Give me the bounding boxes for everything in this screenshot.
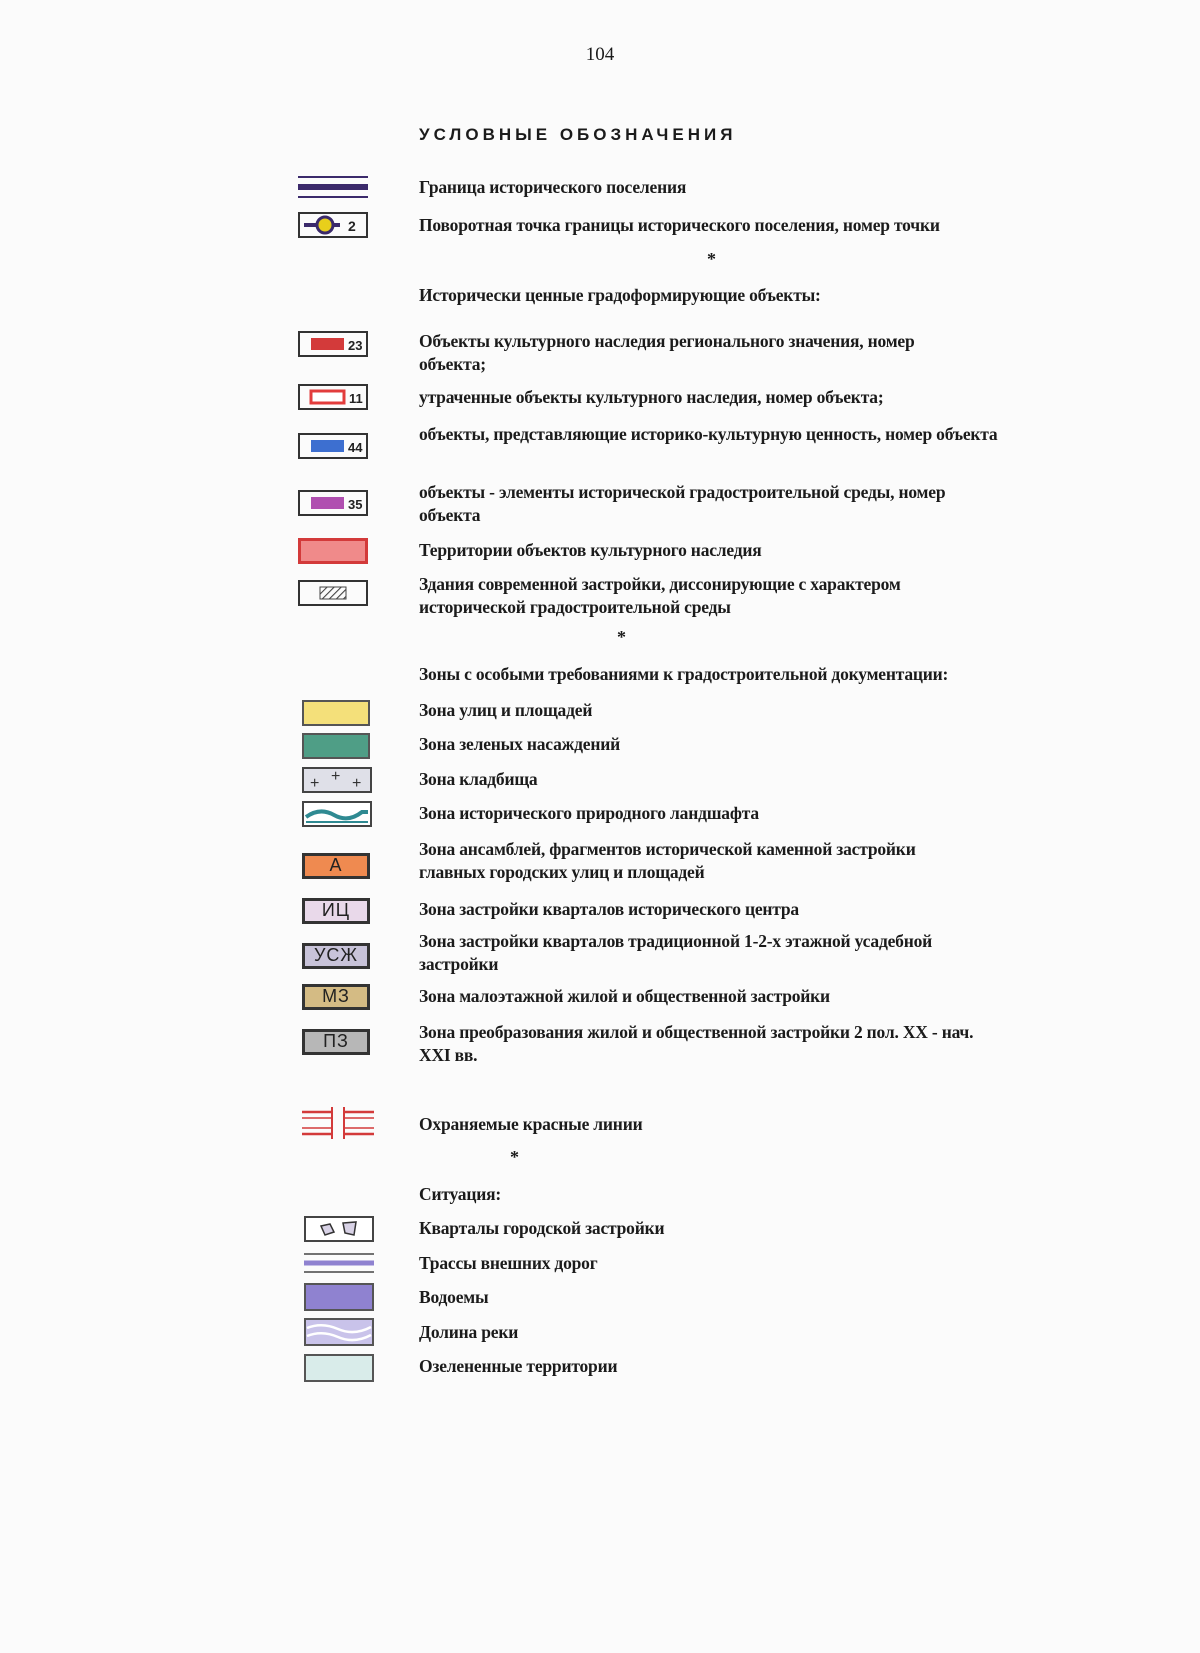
legend-water-bodies: Водоемы: [419, 1287, 489, 1307]
external-roads-icon: [304, 1252, 374, 1274]
water-bodies-swatch: [304, 1283, 374, 1311]
zone-cemetery-icon: [302, 767, 372, 793]
legend-zone-estate: Зона застройки кварталов традиционной 1-2-х этажной усадебной застройки: [419, 931, 933, 974]
regional-object-number: 23: [348, 338, 363, 353]
legend-heritage-territory: Территории объектов культурного наследия: [419, 540, 762, 560]
legend-boundary: Граница исторического поселения: [419, 177, 687, 197]
legend-city-blocks: Кварталы городской застройки: [419, 1218, 665, 1238]
separator-star: *: [617, 627, 626, 647]
legend-zone-landscape: Зона исторического природного ландшафта: [419, 803, 759, 823]
zone-green-swatch: [302, 733, 370, 759]
valuable-objects-heading: Исторически ценные градоформирующие объекты:: [419, 285, 821, 305]
zone-streets-swatch: [302, 700, 370, 726]
legend-zone-green: Зона зеленых насаждений: [419, 734, 620, 754]
regional-object-icon: [298, 331, 368, 357]
zone-ensembles-code: А: [302, 853, 370, 879]
legend-dissonant-building: Здания современной застройки, диссонирующие с характером исторической градостроительной среды: [419, 574, 901, 617]
legend-river-valley: Долина реки: [419, 1322, 519, 1342]
city-blocks-icon: [304, 1216, 374, 1242]
environment-element-number: 35: [348, 497, 363, 512]
lost-object-number: 11: [349, 391, 363, 406]
turn-point-number: 2: [348, 218, 356, 234]
legend-zone-lowrise: Зона малоэтажной жилой и общественной застройки: [419, 986, 830, 1006]
lost-object-icon: [298, 384, 368, 410]
zone-estate-code: УСЖ: [302, 943, 370, 969]
legend-external-roads: Трассы внешних дорог: [419, 1253, 598, 1273]
zone-lowrise-code: МЗ: [302, 984, 370, 1010]
dissonant-building-icon: [298, 580, 368, 606]
legend-red-lines: Охраняемые красные линии: [419, 1114, 643, 1134]
svg-text:+: +: [352, 775, 362, 792]
legend-valuable-object: объекты, представляющие историко-культурную ценность, номер объекта: [419, 424, 998, 444]
zone-landscape-icon: [302, 801, 372, 827]
legend-title: УСЛОВНЫЕ ОБОЗНАЧЕНИЯ: [419, 125, 737, 144]
valuable-object-number: 44: [348, 440, 363, 455]
red-lines-icon: [302, 1106, 374, 1140]
svg-text:+: +: [331, 768, 341, 785]
legend-zone-cemetery: Зона кладбища: [419, 769, 538, 789]
river-valley-icon: [304, 1318, 374, 1346]
zone-transform-code: ПЗ: [302, 1029, 370, 1055]
zones-heading: Зоны с особыми требованиями к градостроительной документации:: [419, 664, 949, 684]
legend-zone-streets: Зона улиц и площадей: [419, 700, 593, 720]
legend-regional-object: Объекты культурного наследия регионального значения, номер объекта;: [419, 331, 915, 374]
legend-zone-transform: Зона преобразования жилой и общественной застройки 2 пол. XX - нач. XXI вв.: [419, 1022, 974, 1065]
environment-element-icon: [298, 490, 368, 516]
separator-star: *: [510, 1147, 519, 1167]
page-number: 104: [585, 44, 615, 65]
legend-lost-object: утраченные объекты культурного наследия, номер объекта;: [419, 387, 884, 407]
svg-text:+: +: [310, 775, 320, 792]
zone-center-code: ИЦ: [302, 898, 370, 924]
legend-zone-ensembles: Зона ансамблей, фрагментов исторической каменной застройки главных городских улиц и площадей: [419, 839, 916, 882]
legend-greenery: Озелененные территории: [419, 1356, 618, 1376]
legend-turn-point: Поворотная точка границы исторического поселения, номер точки: [419, 215, 940, 235]
greenery-swatch: [304, 1354, 374, 1382]
separator-star: *: [707, 249, 716, 269]
turn-point-icon: [298, 212, 368, 238]
situation-heading: Ситуация:: [419, 1184, 502, 1204]
boundary-line-icon: [298, 175, 368, 199]
valuable-object-icon: [298, 433, 368, 459]
legend-environment-element: объекты - элементы исторической градостроительной среды, номер объекта: [419, 482, 946, 525]
heritage-territory-icon: [298, 538, 368, 564]
legend-zone-center: Зона застройки кварталов исторического центра: [419, 899, 799, 919]
